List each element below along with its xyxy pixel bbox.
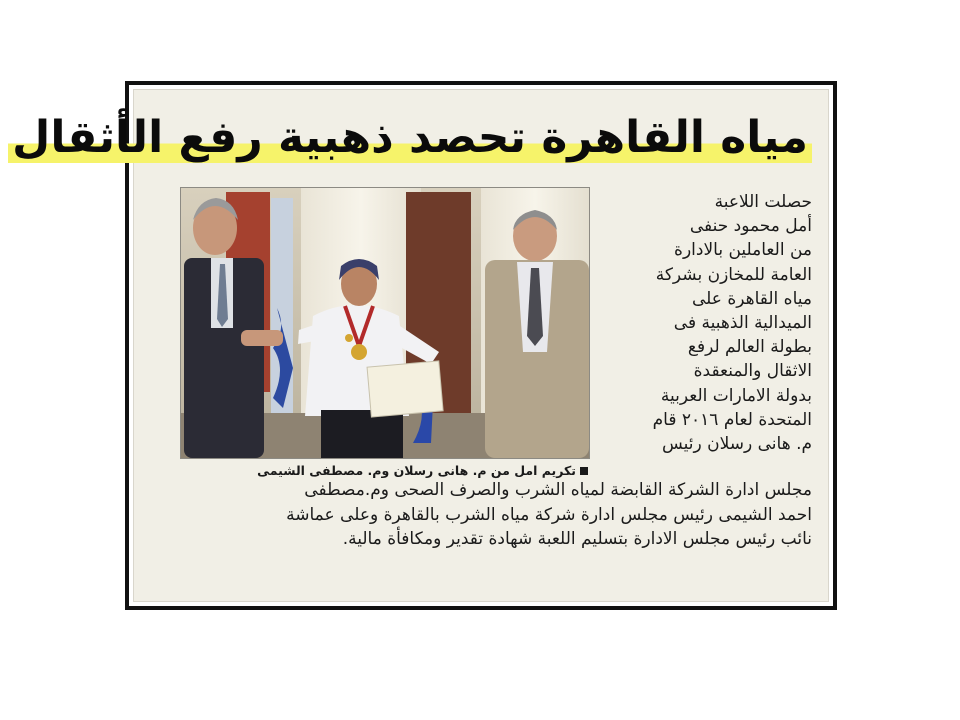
column-line: العامة للمخازن بشركة (655, 264, 812, 285)
column-line: م. هانى رسلان رئيس (661, 434, 812, 455)
body-line: نائب رئيس مجلس الادارة بتسليم اللعبة شهادة تقدير ومكافأة مالية. (342, 529, 812, 549)
article-column (586, 190, 812, 456)
column-line: بطولة العالم لرفع (687, 337, 812, 358)
column-line: من العاملين بالادارة (674, 240, 812, 261)
column-line: بدولة الامارات العربية (660, 385, 812, 406)
headline-text: مياه القاهرة تحصد ذهبية رفع الأثقال (8, 112, 812, 163)
photo-caption-text: تكريم امل من م. هانى رسلان وم. مصطفى الشيمى (257, 463, 576, 478)
newspaper-clipping (12, 89, 829, 602)
column-line: الاثقال والمنعقدة (693, 361, 812, 382)
article-headline (12, 108, 812, 168)
column-line: أمل محمود حنفى (689, 216, 812, 237)
article-continuation (180, 478, 812, 552)
column-line: حصلت اللاعبة (714, 192, 812, 212)
column-line: المتحدة لعام ٢٠١٦ قام (652, 409, 812, 430)
body-line: مجلس ادارة الشركة القابضة لمياه الشرب والصرف الصحى وم.مصطفى (304, 480, 812, 500)
column-line: الميدالية الذهبية فى (673, 313, 812, 334)
award-photo (180, 187, 590, 459)
award-photo-illustration (181, 188, 589, 458)
caption-bullet (580, 467, 588, 475)
clipping-frame (12, 81, 837, 610)
column-line: مياه القاهرة على (691, 288, 812, 309)
body-line: احمد الشيمى رئيس مجلس ادارة شركة مياه الشرب بالقاهرة وعلى عماشة (286, 504, 812, 525)
